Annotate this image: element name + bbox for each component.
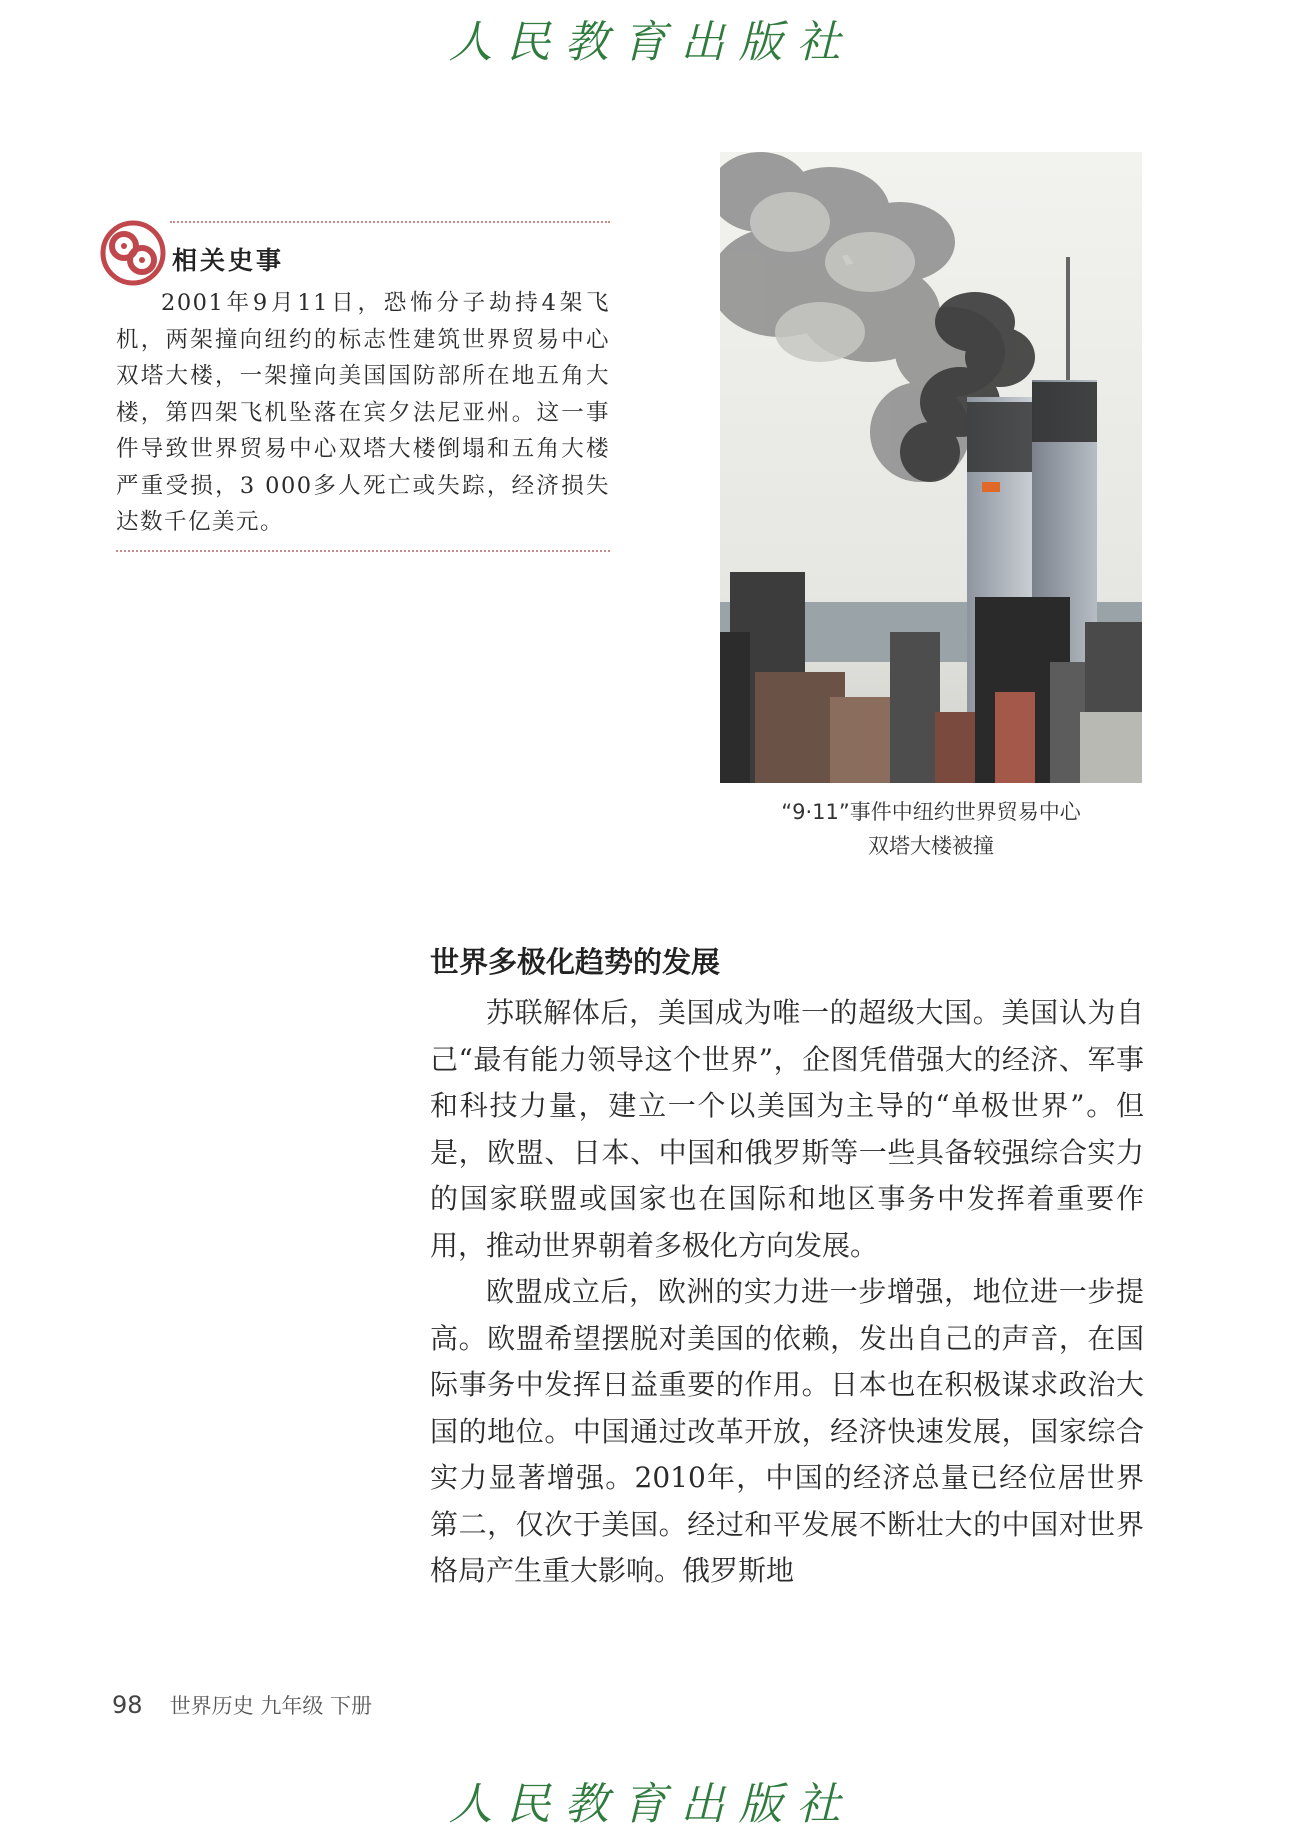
- caption-line-2: 双塔大楼被撞: [868, 834, 994, 858]
- paragraph-2: 欧盟成立后，欧洲的实力进一步增强，地位进一步提高。欧盟希望摆脱对美国的依赖，发出自己的声音，在国际事务中发挥日益重要的作用。日本也在积极谋求政治大国的地位。中国通过改革开放，经济快速发展，国家综合实力显著增强。2010年，中国的经济总量已经位居世界第二，仅次于美国。经过和平发展不断壮大的中国对世界格局产生重大影响。俄罗斯地: [430, 1275, 1144, 1587]
- section-title: 世界多极化趋势的发展: [430, 945, 721, 979]
- wtc-photo: [720, 152, 1142, 783]
- related-history-title: 相关史事: [172, 246, 285, 275]
- book-title: 世界历史 九年级 下册: [169, 1694, 372, 1718]
- divider-bottom: [116, 550, 610, 552]
- divider-top: [170, 221, 610, 223]
- page-footer: [112, 1690, 372, 1720]
- publisher-logo-bottom: 人民教育出版社: [448, 1779, 855, 1830]
- publisher-logo-top: 人民教育出版社: [448, 17, 855, 68]
- paragraph-1: 苏联解体后，美国成为唯一的超级大国。美国认为自己“最有能力领导这个世界”，企图凭借强大的经济、军事和科技力量，建立一个以美国为主导的“单极世界”。但是，欧盟、日本、中国和俄罗斯等一些具备较强综合实力的国家联盟或国家也在国际和地区事务中发挥着重要作用，推动世界朝着多极化方向发展。: [430, 996, 1144, 1262]
- photo-caption: [700, 795, 1162, 863]
- page-number: 98: [112, 1691, 143, 1719]
- caption-line-1: “9·11”事件中纽约世界贸易中心: [781, 800, 1081, 824]
- related-history-text: 2001年9月11日，恐怖分子劫持4架飞机，两架撞向纽约的标志性建筑世界贸易中心双塔大楼，一架撞向美国国防部所在地五角大楼，第四架飞机坠落在宾夕法尼亚州。这一事件导致世界贸易中心双塔大楼倒塌和五角大楼严重受损，3 000多人死亡或失踪，经济损失达数千亿美元。: [116, 290, 610, 535]
- section-body: [430, 990, 1144, 1595]
- related-history-icon: [100, 220, 166, 286]
